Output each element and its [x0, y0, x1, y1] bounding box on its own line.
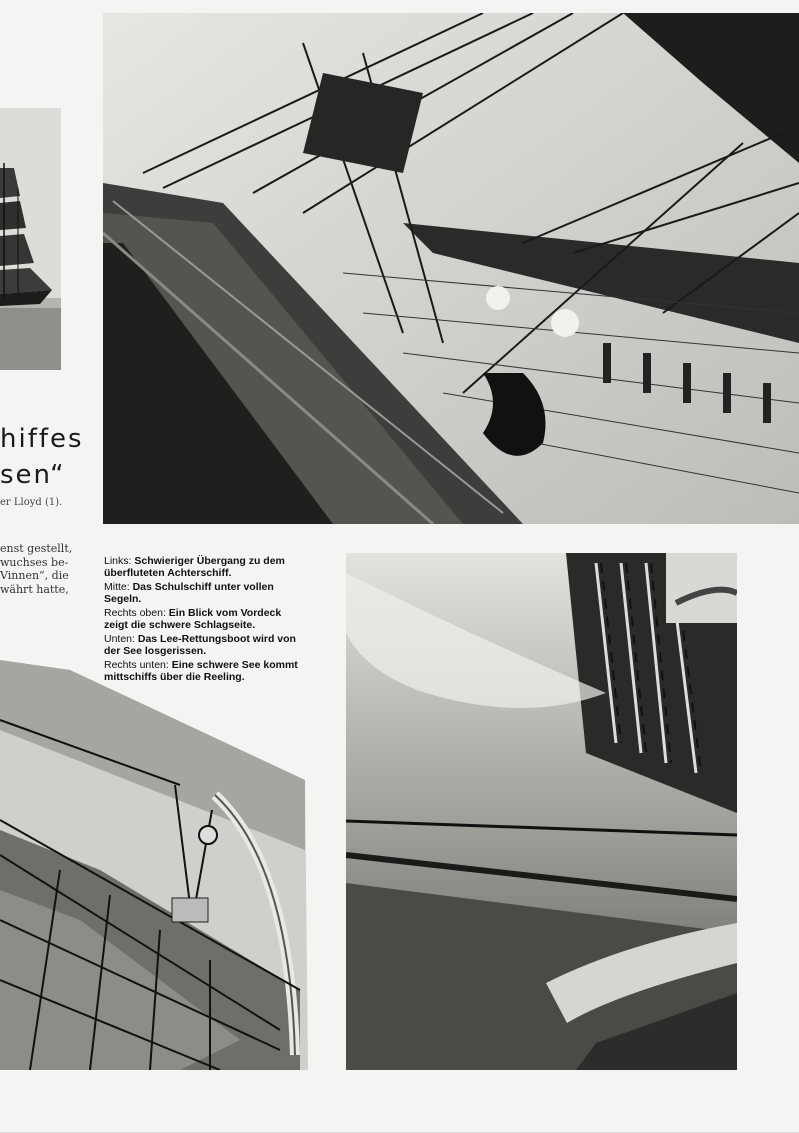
caption-bottom: [104, 634, 304, 657]
body-text: [0, 542, 72, 596]
photo-ship-under-sail: [0, 108, 61, 370]
caption-text: Das Lee-Rettungsboot wird von der See losgerissen.: [104, 633, 296, 657]
body-line: enst gestellt,: [0, 542, 73, 555]
photo-foredeck-rigging: [103, 13, 799, 524]
caption-text: Ein Blick vom Vordeck zeigt die schwere Schlagseite.: [104, 607, 282, 631]
caption-key: Rechts oben:: [104, 607, 166, 619]
caption-key: Rechts unten:: [104, 659, 169, 671]
caption-left: [104, 556, 304, 579]
photo-lifeboat: [0, 660, 308, 1070]
caption-key: Links:: [104, 555, 132, 567]
body-line: währt hatte,: [0, 582, 69, 596]
caption-text: Das Schulschiff unter vollen Segeln.: [104, 581, 274, 605]
caption-text: Eine schwere See kommt mittschiffs über die Reeling.: [104, 659, 298, 683]
caption-key: Mitte:: [104, 581, 130, 593]
caption-text: Schwieriger Übergang zu dem überfluteten Achterschiff.: [104, 555, 285, 579]
body-line: Vinnen“, die: [0, 569, 69, 582]
headline-line-2: sen“: [0, 460, 66, 490]
caption-key: Unten:: [104, 633, 135, 645]
photo-heavy-sea: [346, 553, 737, 1070]
photo-captions: [104, 556, 304, 686]
photo-credit: er Lloyd (1).: [0, 497, 63, 508]
caption-right-top: [104, 608, 304, 631]
caption-middle: [104, 582, 304, 605]
caption-right-bottom: [104, 660, 304, 683]
body-line: wuchses be-: [0, 555, 69, 569]
headline-line-1: hiffes: [0, 424, 84, 454]
